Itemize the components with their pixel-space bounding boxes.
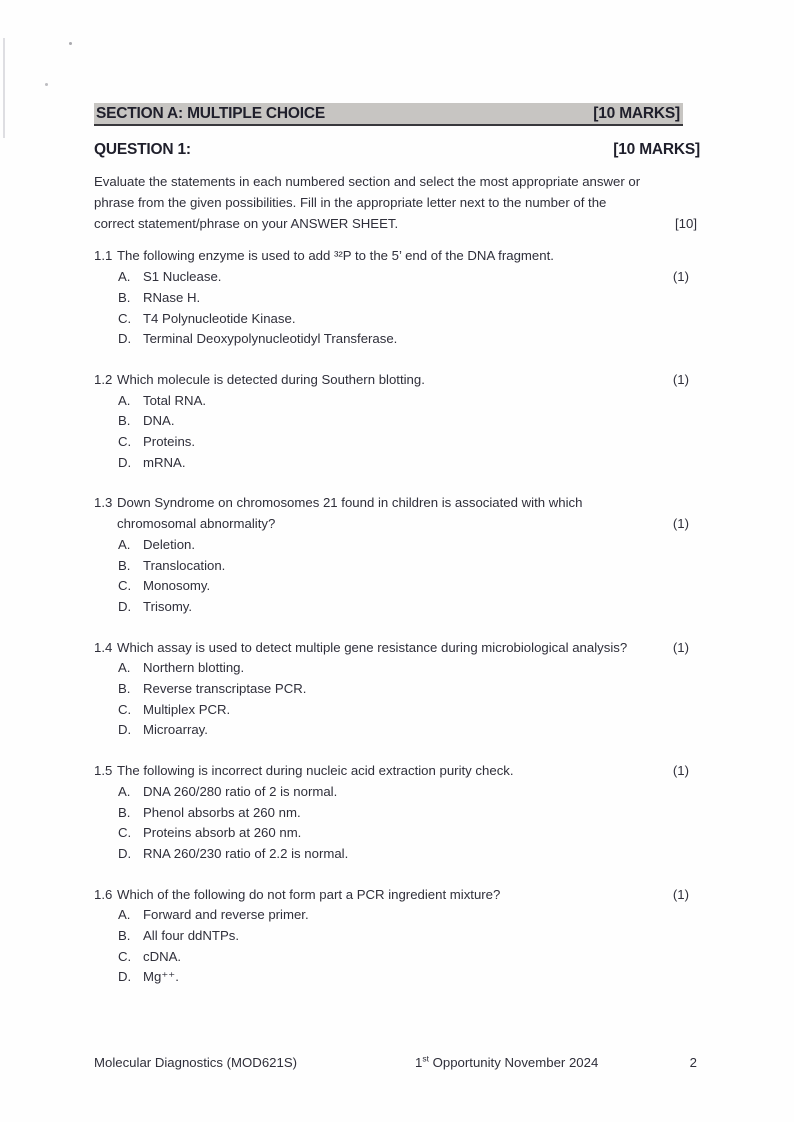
option-letter: D. (118, 845, 132, 861)
option-text: RNA 260/230 ratio of 2.2 is normal. (143, 845, 349, 861)
question-text-line (94, 638, 700, 659)
option-row (94, 679, 700, 700)
question-block (94, 370, 700, 474)
question-header-marks: [10 MARKS] (613, 141, 700, 158)
option-letter: B. (118, 804, 131, 820)
option-row (94, 391, 700, 412)
question-number: 1.4 (94, 639, 113, 655)
page-footer (94, 1055, 700, 1070)
question-header (94, 141, 700, 159)
question-text-line (94, 761, 700, 782)
option-letter: C. (118, 825, 132, 841)
question-number: 1.5 (94, 763, 113, 779)
option-row (94, 926, 700, 947)
option-text: RNase H. (143, 289, 201, 305)
option-row (94, 535, 700, 556)
option-row (94, 700, 700, 721)
question-mark: (1) (672, 639, 689, 655)
option-text: All four ddNTPs. (143, 928, 240, 944)
option-text: Mg⁺⁺. (143, 969, 179, 985)
option-text: cDNA. (143, 948, 182, 964)
question-text: Which of the following do not form part a PCR ingredient mixture? (117, 886, 501, 902)
section-marks: [10 MARKS] (593, 104, 680, 122)
option-letter: A. (118, 392, 131, 408)
question-text-line (94, 493, 700, 514)
instructions-paragraph (94, 172, 700, 234)
option-letter: A. (118, 536, 131, 552)
option-letter: C. (118, 578, 132, 594)
question-block (94, 761, 700, 865)
option-letter: B. (118, 928, 131, 944)
scan-speck (45, 83, 48, 86)
option-row (94, 658, 700, 679)
option-text: DNA 260/280 ratio of 2 is normal. (143, 783, 338, 799)
question-block (94, 885, 700, 989)
question-text: The following enzyme is used to add ³²P to the 5’ end of the DNA fragment. (117, 248, 554, 264)
option-letter: A. (118, 660, 131, 676)
option-text: Microarray. (143, 722, 208, 738)
option-row (94, 556, 700, 577)
question-mark: (1) (672, 763, 689, 779)
question-mark: (1) (672, 516, 689, 532)
option-letter: D. (118, 598, 132, 614)
option-row (94, 844, 700, 865)
question-text: The following is incorrect during nucleic acid extraction purity check. (117, 763, 514, 779)
question-text: Which assay is used to detect multiple gene resistance during microbiological analysis? (117, 639, 628, 655)
exam-content (94, 103, 700, 988)
question-number: 1.3 (94, 495, 113, 511)
scan-artifact-line (3, 38, 5, 138)
option-row (94, 782, 700, 803)
question-text-line (94, 246, 700, 267)
question-text: Down Syndrome on chromosomes 21 found in children is associated with which (117, 495, 583, 511)
question-block (94, 638, 700, 742)
option-text: Trisomy. (143, 598, 193, 614)
question-text: Which molecule is detected during Southern blotting. (117, 371, 425, 387)
option-text: Translocation. (143, 557, 226, 573)
option-row (94, 597, 700, 618)
option-text: Northern blotting. (143, 660, 245, 676)
instructions-line-text: correct statement/phrase on your ANSWER SHEET. (94, 215, 399, 231)
questions-list (94, 246, 700, 988)
option-row (94, 576, 700, 597)
option-letter: D. (118, 454, 132, 470)
option-row (94, 823, 700, 844)
option-letter: C. (118, 434, 132, 450)
instructions-line (94, 214, 700, 235)
question-text: chromosomal abnormality? (117, 516, 276, 532)
option-letter: B. (118, 557, 131, 573)
footer-page-number: 2 (689, 1055, 697, 1070)
option-text: Reverse transcriptase PCR. (143, 681, 307, 697)
footer-opportunity-number: 1 (415, 1055, 423, 1070)
option-text: Proteins absorb at 260 nm. (143, 825, 302, 841)
option-text: Deletion. (143, 536, 196, 552)
scan-speck (69, 42, 72, 45)
option-text: Total RNA. (143, 392, 207, 408)
instructions-line: Evaluate the statements in each numbered section and select the most appropriate answer or (94, 174, 641, 189)
option-letter: A. (118, 783, 131, 799)
option-letter: B. (118, 413, 131, 429)
question-mark: (1) (672, 886, 689, 902)
option-row (94, 905, 700, 926)
instructions-line: phrase from the given possibilities. Fill in the appropriate letter next to the number of the (94, 194, 607, 210)
footer-opportunity (415, 1055, 598, 1070)
option-letter: D. (118, 722, 132, 738)
option-text: DNA. (143, 413, 175, 429)
option-letter: D. (118, 331, 132, 347)
question-mark: (1) (672, 269, 689, 285)
option-letter: B. (118, 289, 131, 305)
option-letter: D. (118, 969, 132, 985)
option-text: mRNA. (143, 454, 186, 470)
option-row (94, 411, 700, 432)
question-header-title: QUESTION 1: (94, 141, 191, 158)
option-letter: A. (118, 269, 131, 285)
option-letter: B. (118, 681, 131, 697)
option-text: Monosomy. (143, 578, 211, 594)
option-row (94, 720, 700, 741)
question-text-line (94, 885, 700, 906)
option-row (94, 329, 700, 350)
option-text: Terminal Deoxypolynucleotidyl Transferase. (143, 331, 398, 347)
option-row (94, 453, 700, 474)
option-row (94, 267, 700, 288)
footer-opportunity-ordinal: st (422, 1053, 429, 1064)
section-header-bar (94, 103, 683, 126)
question-mark: (1) (672, 371, 689, 387)
instructions-marks: [10] (675, 215, 697, 231)
option-text: Forward and reverse primer. (143, 907, 309, 923)
option-letter: C. (118, 948, 132, 964)
option-row (94, 288, 700, 309)
footer-course-code: Molecular Diagnostics (MOD621S) (94, 1055, 298, 1070)
option-text: S1 Nuclease. (143, 269, 222, 285)
option-text: T4 Polynucleotide Kinase. (143, 310, 296, 326)
question-number: 1.6 (94, 886, 113, 902)
question-text-line (94, 514, 700, 535)
option-row (94, 803, 700, 824)
option-row (94, 432, 700, 453)
option-row (94, 947, 700, 968)
option-row (94, 309, 700, 330)
option-text: Multiplex PCR. (143, 701, 231, 717)
question-number: 1.2 (94, 371, 113, 387)
section-title: SECTION A: MULTIPLE CHOICE (96, 104, 326, 122)
option-text: Proteins. (143, 434, 196, 450)
question-block (94, 493, 700, 617)
question-text-line (94, 370, 700, 391)
option-letter: C. (118, 310, 132, 326)
footer-opportunity-rest: Opportunity November 2024 (428, 1055, 599, 1070)
option-text: Phenol absorbs at 260 nm. (143, 804, 301, 820)
option-letter: A. (118, 907, 131, 923)
question-block (94, 246, 700, 350)
option-row (94, 967, 700, 988)
question-number: 1.1 (94, 248, 113, 264)
option-letter: C. (118, 701, 132, 717)
